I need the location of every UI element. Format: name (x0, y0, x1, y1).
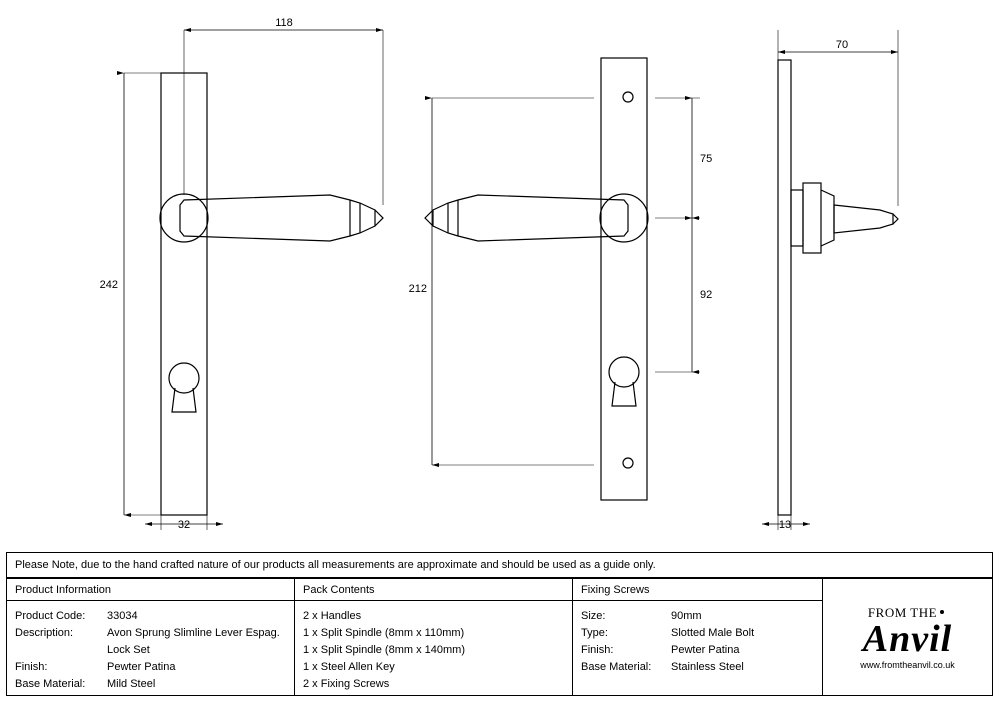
finish-value: Pewter Patina (107, 661, 176, 673)
screw-base-material-value: Stainless Steel (671, 661, 744, 673)
screw-size-value: 90mm (671, 610, 702, 622)
screw-type-value: Slotted Male Bolt (671, 627, 755, 639)
fixing-screws-body (573, 601, 822, 676)
product-information-column (7, 579, 295, 695)
list-item: 2 x Handles (303, 610, 362, 622)
list-item: 1 x Steel Allen Key (303, 661, 395, 673)
measurement-note (6, 552, 993, 578)
base-material-value: Mild Steel (107, 678, 156, 690)
list-item: 1 x Split Spindle (8mm x 110mm) (303, 627, 465, 639)
product-code-label: Product Code: (15, 610, 86, 622)
dim-front-width: 118 (275, 17, 293, 29)
dim-plate-thickness: 13 (778, 519, 792, 531)
fixing-screws-column (573, 579, 823, 695)
table-row (15, 659, 286, 676)
dim-front-height: 242 (99, 279, 118, 291)
product-information-header: Product Information (7, 579, 294, 601)
screw-type-label: Type: (581, 627, 608, 639)
logo-main-text: Anvil (862, 617, 953, 660)
brand-logo (823, 579, 992, 695)
table-row (15, 676, 286, 693)
table-row (581, 625, 814, 642)
pack-contents-header: Pack Contents (295, 579, 572, 601)
side-view (778, 60, 898, 515)
dim-rear-height: 212 (408, 283, 427, 295)
pack-contents-column (295, 579, 573, 695)
screw-finish-label: Finish: (581, 644, 614, 656)
base-material-label: Base Material: (15, 678, 86, 690)
front-view (160, 73, 383, 515)
table-row (15, 608, 286, 625)
brand-logo-column (823, 579, 992, 695)
side-view-dimensions (762, 30, 898, 531)
dim-plate-width: 32 (177, 519, 191, 531)
product-code-value: 33034 (107, 610, 138, 622)
description-label: Description: (15, 627, 74, 639)
dim-profile-depth: 70 (835, 39, 849, 51)
screw-finish-value: Pewter Patina (671, 644, 740, 656)
pack-contents-body (295, 601, 572, 693)
front-view-dimensions (100, 17, 383, 531)
dim-spindle-to-cylinder: 92 (700, 289, 713, 301)
finish-label: Finish: (15, 661, 48, 673)
measurement-note-text: Please Note, due to the hand crafted nature of our products all measurements are approximate and should be used as a guide only. (15, 559, 656, 571)
rear-view (425, 58, 648, 500)
list-item: 2 x Fixing Screws (303, 678, 390, 690)
list-item: 1 x Split Spindle (8mm x 140mm) (303, 644, 465, 656)
product-information-body (7, 601, 294, 693)
screw-size-label: Size: (581, 610, 606, 622)
screw-base-material-label: Base Material: (581, 661, 652, 673)
table-row (581, 608, 814, 625)
dim-spindle-to-top: 75 (700, 153, 713, 165)
description-value: Avon Sprung Slimline Lever Espag. Lock Set (107, 627, 280, 656)
rear-view-dimensions (409, 98, 713, 465)
logo-top-label: FROM THE (867, 604, 938, 620)
fixing-screws-header: Fixing Screws (573, 579, 822, 601)
logo-url: www.fromtheanvil.co.uk (860, 659, 955, 670)
product-info-table (6, 578, 993, 696)
table-row (581, 659, 814, 676)
logo-dot-icon (940, 610, 944, 614)
table-row (581, 642, 814, 659)
table-row (15, 625, 286, 659)
